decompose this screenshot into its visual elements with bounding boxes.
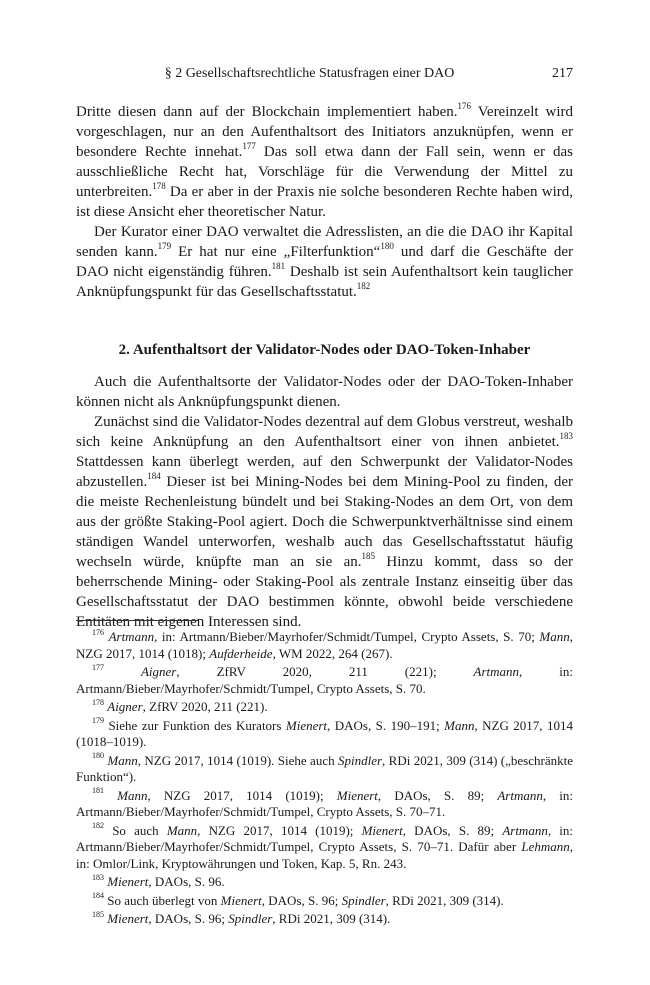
text: , NZG 2017, 1014 (1019); bbox=[197, 822, 362, 838]
text: , WM 2022, 264 (267). bbox=[272, 645, 393, 661]
footnote-ref[interactable]: 176 bbox=[457, 101, 472, 111]
footnote-number: 183 bbox=[92, 872, 104, 882]
text: , NZG 2017, 1014 (1019). Siehe auch bbox=[137, 752, 338, 768]
text: Der Kurator einer DAO verwaltet die Adresslisten, an die die DAO ihr Kapital senden kann. bbox=[76, 224, 573, 260]
text: Vereinzelt wird vorgeschlagen, nur an den Aufenthaltsort des Initiators anzuknüpfen, wenn er besondere Rechte innehat. bbox=[76, 104, 573, 160]
text: Das soll etwa dann der Fall sein, wenn er das ausschließliche Recht hat, Vorschläge für die Verwendung der Mittel zu unterbreiten. bbox=[76, 144, 573, 200]
footnote-ref[interactable]: 181 bbox=[271, 261, 286, 271]
footnote-ref[interactable]: 183 bbox=[559, 431, 573, 441]
text: , ZfRV 2020, 211 (221). bbox=[142, 699, 268, 714]
author: Aigner bbox=[107, 699, 143, 714]
text: , DAOs, S. 96; bbox=[261, 892, 342, 908]
footnote-number: 178 bbox=[92, 697, 104, 707]
text: , NZG 2017, 1014 (1019); bbox=[147, 787, 337, 803]
footnote bbox=[76, 911, 573, 928]
text: , in: Artmann/Bieber/Mayrhofer/Schmidt/Tumpel, Crypto Assets, S. 70–71. bbox=[76, 787, 573, 819]
footnote bbox=[76, 788, 573, 821]
text: , DAOs, S. 89; bbox=[377, 787, 498, 803]
text: , in: Artmann/Bieber/Mayrhofer/Schmidt/Tumpel, Crypto Assets, S. 70; bbox=[154, 629, 540, 644]
text: , RDi 2021, 309 (314). bbox=[385, 892, 504, 908]
footnote-number: 176 bbox=[92, 627, 104, 637]
text: Zunächst sind die Validator-Nodes dezentral auf dem Globus verstreut, weshalb sich keine Anknüpfung an den Aufenthaltsort einer von ihnen anbietet. bbox=[76, 414, 573, 450]
author: Artmann bbox=[473, 664, 520, 679]
footnote bbox=[76, 893, 573, 910]
author: Mann bbox=[117, 787, 148, 803]
footnote-divider bbox=[76, 620, 198, 621]
section-heading: 2. Aufenthaltsort der Validator-Nodes oder DAO-Token-Inhaber bbox=[118, 342, 531, 358]
text: , ZfRV 2020, 211 (221); bbox=[176, 664, 474, 679]
paragraph: Auch die Aufenthaltsorte der Validator-Nodes oder der DAO-Token-Inhaber können nicht als Anknüpfungspunkt dienen. bbox=[76, 374, 573, 410]
footnote-ref[interactable]: 185 bbox=[361, 551, 376, 561]
author: Aigner bbox=[140, 664, 177, 679]
footnote-number: 179 bbox=[92, 716, 104, 726]
paragraph bbox=[76, 412, 573, 632]
author: Mann bbox=[444, 717, 475, 733]
text: So auch überlegt von bbox=[107, 892, 221, 908]
author: Mienert bbox=[336, 787, 378, 803]
author: Aufderheide bbox=[209, 645, 273, 661]
text: Deshalb ist sein Aufenthaltsort kein tauglicher Anknüpfungspunkt für das Gesellschaftsstatut. bbox=[76, 264, 574, 300]
footnote-number: 182 bbox=[92, 821, 104, 831]
author: Lehmann bbox=[521, 839, 570, 854]
paragraph bbox=[76, 222, 573, 302]
page-number: 217 bbox=[552, 66, 573, 81]
author: Mann bbox=[107, 752, 138, 768]
footnote bbox=[76, 718, 573, 751]
footnote-ref[interactable]: 182 bbox=[356, 281, 371, 291]
author: Mann bbox=[166, 822, 198, 838]
footnote bbox=[76, 664, 573, 697]
text: Siehe zur Funktion des Kurators bbox=[108, 717, 286, 733]
running-title: § 2 Gesellschaftsrechtliche Statusfragen einer DAO bbox=[164, 66, 455, 81]
author: Spindler bbox=[337, 752, 383, 768]
text: , in: Artmann/Bieber/Mayrhofer/Schmidt/Tumpel, Crypto Assets, S. 70–71. Dafür aber bbox=[76, 822, 573, 854]
author: Mienert bbox=[285, 717, 328, 733]
author: Artmann bbox=[502, 822, 548, 838]
text: und darf die Geschäfte der DAO nicht eigenständig führen. bbox=[76, 244, 574, 280]
text: , NZG 2017, 1014 (1018); bbox=[76, 629, 573, 661]
footnote-ref[interactable]: 180 bbox=[380, 241, 394, 251]
text: Dieser ist bei Mining-Nodes bei dem Mining-Pool zu finden, der die meiste Rechenleistung bündelt und bei Staking-Nodes an dem Ort, von dem aus der größte Staking-Pool agiert. Doch die Schwerpunktverhältnisse sind einem ständigen Wandel unterworfen, weshalb auch das Gesellschaftsstatut häufig wechseln würde, knüpfte man an sie an. bbox=[76, 474, 573, 570]
footnote-number: 185 bbox=[92, 909, 104, 919]
footnote-ref[interactable]: 178 bbox=[152, 181, 166, 191]
footnote-number: 180 bbox=[92, 751, 104, 761]
author: Spindler bbox=[228, 911, 273, 926]
footnote bbox=[76, 753, 573, 786]
footnote-number: 181 bbox=[92, 786, 104, 796]
footnote-number: 177 bbox=[92, 662, 104, 672]
paragraph bbox=[76, 102, 573, 222]
text: , RDi 2021, 309 (314). bbox=[272, 911, 391, 926]
text: , RDi 2021, 309 (314) („beschränkte Funktion“). bbox=[76, 752, 573, 784]
text: , NZG 2017, 1014 (1018–1019). bbox=[76, 717, 573, 749]
footnote-ref[interactable]: 179 bbox=[157, 241, 172, 251]
running-header bbox=[76, 66, 573, 84]
footnote bbox=[76, 823, 573, 873]
text: , in: Artmann/Bieber/Mayrhofer/Schmidt/Tumpel, Crypto Assets, S. 70. bbox=[76, 664, 573, 696]
footnotes bbox=[76, 629, 573, 930]
text: , DAOs, S. 190–191; bbox=[327, 717, 445, 733]
footnote bbox=[76, 874, 573, 891]
footnote-ref[interactable]: 177 bbox=[242, 141, 256, 151]
author: Mienert bbox=[361, 822, 403, 838]
footnote bbox=[76, 699, 573, 716]
text: Stattdessen kann überlegt werden, auf den Schwerpunkt der Validator-Nodes abzustellen. bbox=[76, 454, 573, 490]
text: Da er aber in der Praxis nie solche besonderen Rechte haben wird, ist diese Ansicht eher theoretischer Natur. bbox=[76, 184, 573, 220]
text: Dritte diesen dann auf der Blockchain implementiert haben. bbox=[76, 104, 458, 120]
author: Spindler bbox=[341, 892, 386, 908]
author: Mienert bbox=[220, 892, 262, 908]
text: Hinzu kommt, dass so der beherrschende Mining- oder Staking-Pool als zentrale Instanz einseitig über das Gesellschaftsstatut der DAO bestimmen könnte, obwohl beide verschiedene Entitäten mit eigenen Interessen sind. bbox=[76, 554, 574, 630]
author: Artmann bbox=[497, 787, 543, 803]
footnote bbox=[76, 629, 573, 662]
text: , DAOs, S. 89; bbox=[402, 822, 503, 838]
footnote-number: 184 bbox=[92, 891, 104, 901]
text: , in: Omlor/Link, Kryptowährungen und Token, Kap. 5, Rn. 243. bbox=[76, 839, 573, 871]
text: , DAOs, S. 96; bbox=[148, 911, 229, 926]
author: Mienert bbox=[107, 911, 149, 926]
author: Artmann bbox=[108, 629, 155, 644]
main-text bbox=[76, 102, 573, 632]
author: Mann bbox=[539, 629, 570, 644]
author: Mienert bbox=[107, 874, 149, 889]
text: , DAOs, S. 96. bbox=[148, 874, 225, 889]
text: So auch bbox=[112, 822, 167, 838]
footnote-ref[interactable]: 184 bbox=[147, 471, 161, 481]
text: Er hat nur eine „Filterfunktion“ bbox=[171, 244, 381, 260]
